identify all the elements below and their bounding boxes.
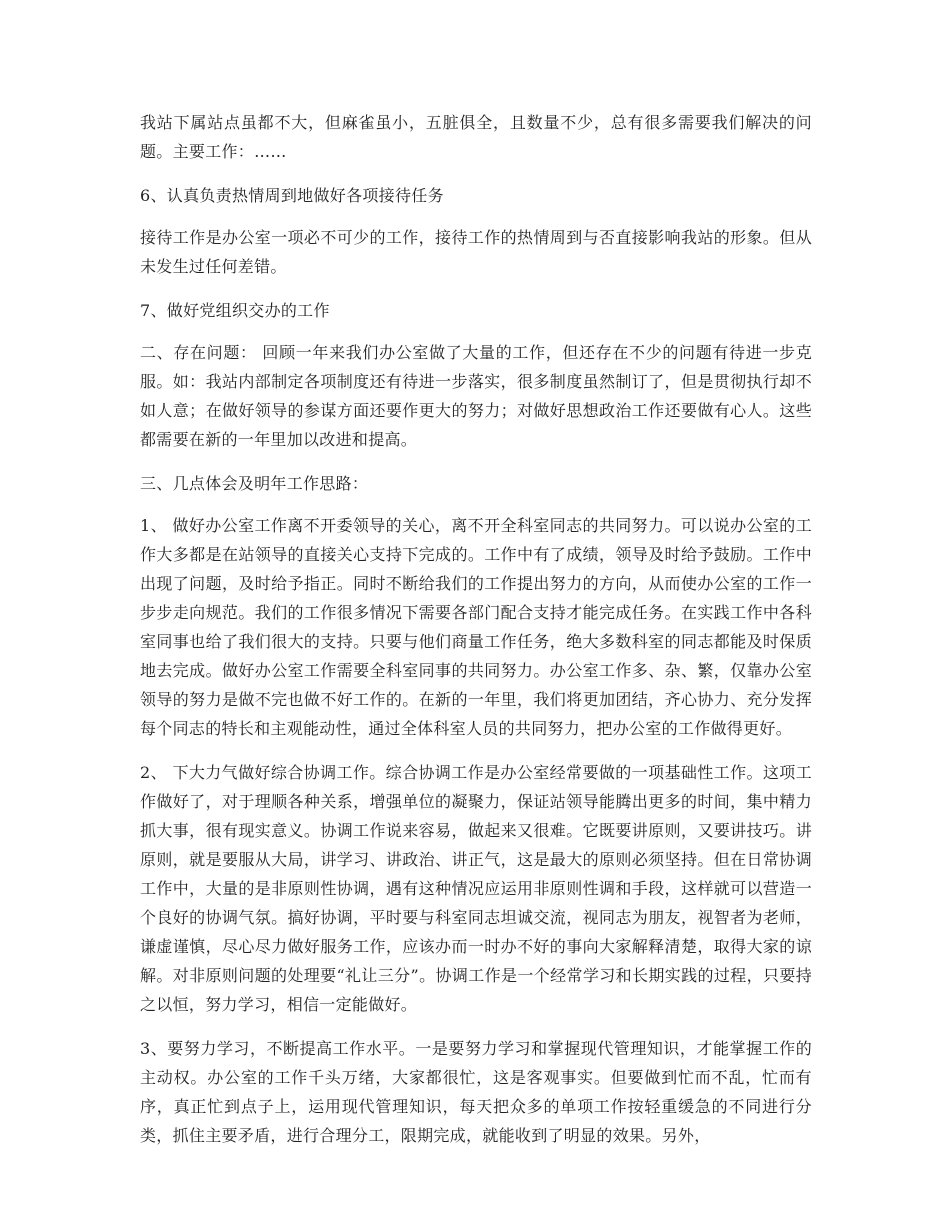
paragraph-point-1: 1、 做好办公室工作离不开委领导的关心，离不开全科室同志的共同努力。可以说办公室的工作大多都是在站领导的直接关心支持下完成的。工作中有了成绩，领导及时给予鼓励。工作中出现了问题，及时给予指正。同时不断给我们的工作提出努力的方向，从而使办公室的工作一步步走向规范。我们的工作很多情况下需要各部门配合支持才能完成任务。在实践工作中各科室同事也给了我们很大的支持。只要与他们商量工作任务，绝大多数科室的同志都能及时保质地去完成。做好办公室工作需要全科室同事的共同努力。办公室工作多、杂、繁，仅靠办公室领导的努力是做不完也做不好工作的。在新的一年里，我们将更加团结，齐心协力、充分发挥每个同志的特长和主观能动性，通过全体科室人员的共同努力，把办公室的工作做得更好。 <box>140 516 812 738</box>
paragraph-point-2: 2、 下大力气做好综合协调工作。综合协调工作是办公室经常要做的一项基础性工作。这项工作做好了，对于理顺各种关系，增强单位的凝聚力，保证站领导能腾出更多的时间，集中精力抓大事，很有现实意义。协调工作说来容易，做起来又很难。它既要讲原则，又要讲技巧。讲原则，就是要服从大局，讲学习、讲政治、讲正气，这是最大的原则必须坚持。但在日常协调工作中，大量的是非原则性协调，遇有这种情况应运用非原则性调和手段，这样就可以营造一个良好的协调气氛。搞好协调，平时要与科室同志坦诚交流，视同志为朋友，视智者为老师，谦虚谨慎，尽心尽力做好服务工作，应该办而一时办不好的事向大家解释清楚，取得大家的谅解。对非原则问题的处理要“礼让三分”。协调工作是一个经常学习和长期实践的过程，只要持之以恒，努力学习，相信一定能做好。 <box>140 763 812 1014</box>
paragraph-reception: 接待工作是办公室一项必不可少的工作，接待工作的热情周到与否直接影响我站的形象。但从未发生过任何差错。 <box>140 228 812 276</box>
paragraph-problems: 二、存在问题： 回顾一年来我们办公室做了大量的工作，但还存在不少的问题有待进一步克服。如：我站内部制定各项制度还有待进一步落实，很多制度虽然制订了，但是贯彻执行却不如人意；在做好领导的参谋方面还要作更大的努力；对做好思想政治工作还要做有心人。这些都需要在新的一年里加以改进和提高。 <box>140 343 812 449</box>
document-page <box>140 108 812 1165</box>
heading-experience: 三、几点体会及明年工作思路： <box>140 474 369 493</box>
paragraph-point-3: 3、要努力学习，不断提高工作水平。一是要努力学习和掌握现代管理知识，才能掌握工作的主动权。办公室的工作千头万绪，大家都很忙，这是客观事实。但要做到忙而不乱，忙而有序，真正忙到点子上，运用现代管理知识，每天把众多的单项工作按轻重缓急的不同进行分类，抓住主要矛盾，进行合理分工，限期完成，就能收到了明显的效果。另外， <box>140 1039 812 1145</box>
paragraph-sub-stations: 我站下属站点虽都不大，但麻雀虽小，五脏俱全，且数量不少，总有很多需要我们解决的问题。主要工作：…… <box>140 113 812 161</box>
heading-party-tasks: 7、做好党组织交办的工作 <box>140 301 330 320</box>
heading-reception: 6、认真负责热情周到地做好各项接待任务 <box>140 186 444 205</box>
